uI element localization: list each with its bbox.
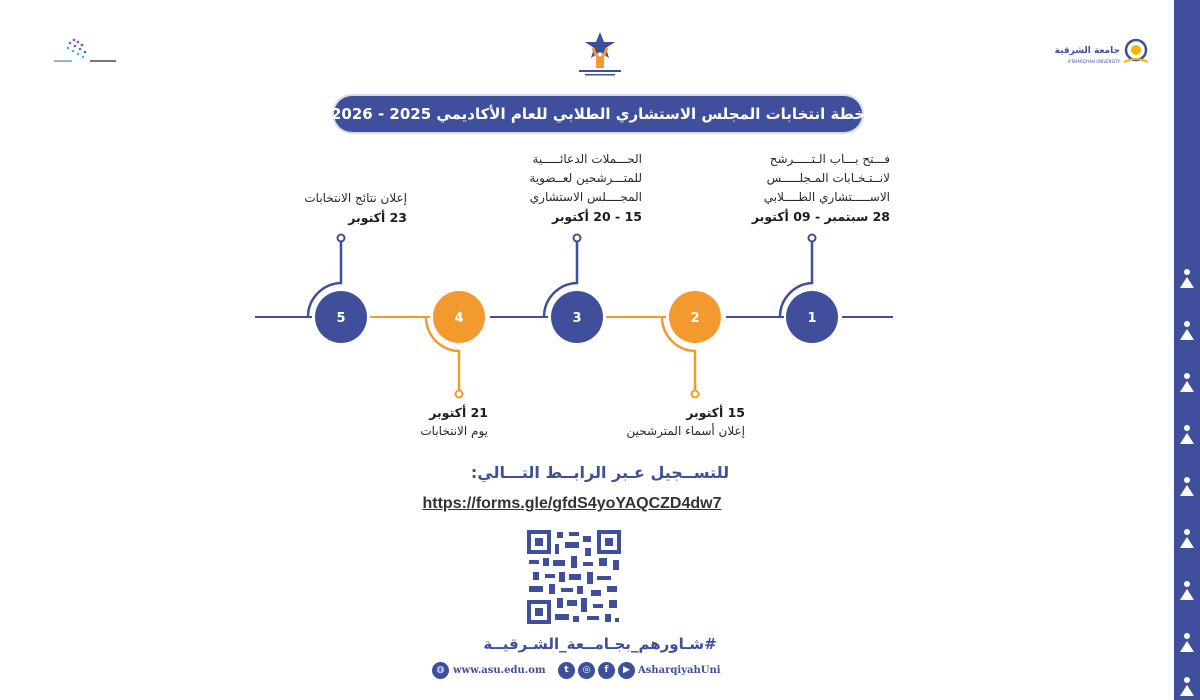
- step-4-text: [420, 403, 488, 441]
- marker-dot: [456, 391, 463, 398]
- step-4-date: 21 أكتوبر: [429, 405, 488, 420]
- qr-code[interactable]: [525, 528, 623, 626]
- marker-dot: [574, 235, 581, 242]
- people-icon: [1177, 476, 1197, 498]
- university-name: جامعة الشرقية: [1054, 46, 1120, 56]
- page-title-text: خطة انتخابات المجلس الاستشاري الطلابي للعام الأكاديمي 2025 - 2026: [331, 105, 866, 123]
- step-5-text: [304, 189, 407, 227]
- footer-website[interactable]: [432, 660, 546, 680]
- marker-dot: [338, 235, 345, 242]
- step-1-date: 28 سبتمبر - 09 أكتوبر: [751, 209, 890, 224]
- twitter-icon[interactable]: t: [558, 662, 575, 679]
- social-handle: AsharqiyahUni: [638, 664, 721, 676]
- step-2-text: [627, 403, 745, 441]
- hashtag: #شـاورهم_بجـامــعة_الشـرقيــة: [483, 635, 717, 653]
- marker-dot: [692, 391, 699, 398]
- marker-dot: [809, 235, 816, 242]
- step-1-text: [752, 150, 890, 226]
- step-1-line: لانــتـخـابات المـجلـــــس: [766, 171, 890, 185]
- people-icon: [1177, 632, 1197, 654]
- footer-social: [558, 660, 721, 680]
- step-3-date: 15 - 20 أكتوبر: [551, 209, 642, 224]
- step-number-1: 1: [807, 311, 817, 326]
- step-3-line: المجــــلس الاستشاري: [529, 190, 642, 204]
- step-2-line: إعلان أسماء المترشحين: [626, 424, 745, 438]
- people-icon: [1177, 580, 1197, 602]
- youtube-icon[interactable]: ▶: [618, 662, 635, 679]
- globe-icon: ◍: [432, 662, 449, 679]
- step-5-date: 23 أكتوبر: [348, 210, 407, 225]
- step-4-line: يوم الانتخابات: [420, 424, 488, 438]
- people-icon: [1177, 320, 1197, 342]
- people-icon: [1177, 424, 1197, 446]
- step-3-line: للمتـــرشحين لعــضوية: [529, 171, 642, 185]
- step-number-4: 4: [454, 311, 464, 326]
- step-3-line: الحـــملات الدعائـــــية: [532, 152, 642, 166]
- step-1-line: فـــتح بـــاب الـتـــــرشح: [769, 152, 890, 166]
- step-number-2: 2: [690, 311, 700, 326]
- step-number-5: 5: [336, 311, 346, 326]
- step-2-date: 15 أكتوبر: [686, 405, 745, 420]
- people-icon: [1177, 528, 1197, 550]
- step-5-line: إعلان نتائج الانتخابات: [304, 191, 407, 205]
- website-text: www.asu.edu.om: [453, 664, 546, 676]
- people-icon: [1177, 268, 1197, 290]
- registration-label: للتســجيل عـبر الرابــط التـــالي:: [470, 463, 730, 482]
- step-3-text: [529, 150, 642, 226]
- facebook-icon[interactable]: f: [598, 662, 615, 679]
- university-name-english: A'SHARQIYAH UNIVERSITY: [1067, 59, 1120, 64]
- people-icon: [1177, 372, 1197, 394]
- step-number-3: 3: [572, 311, 582, 326]
- instagram-icon[interactable]: ◎: [578, 662, 595, 679]
- people-icon: [1177, 676, 1197, 698]
- registration-link[interactable]: https://forms.gle/gfdS4yoYAQCZD4dw7: [422, 495, 722, 512]
- step-1-line: الاســـــتشاري الطــــلابي: [763, 190, 890, 204]
